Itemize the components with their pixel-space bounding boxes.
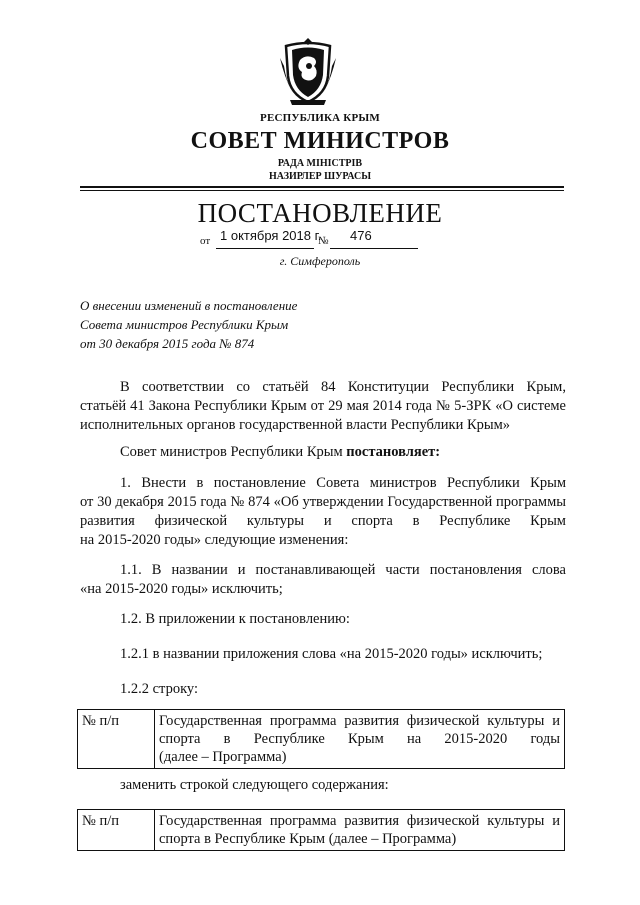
header-divider [80, 186, 564, 188]
resolves-text: Совет министров Республики Крым [120, 444, 347, 460]
item-1-1-paragraph: 1.1. В названии и постанавливающей части постановления слова «на 2015-2020 годы» исключить; [80, 562, 566, 597]
document-type: ПОСТАНОВЛЕНИЕ [197, 198, 443, 228]
title-line: от 30 декабря 2015 года № 874 [80, 336, 255, 351]
header-divider-thin [80, 190, 564, 191]
item-1-2-paragraph: 1.2. В приложении к постановлению: [120, 611, 350, 627]
title-line: Совета министров Республики Крым [80, 317, 289, 332]
item-1-2-2-paragraph: 1.2.2 строку: [120, 681, 199, 697]
table-row [78, 710, 565, 769]
document-title [80, 296, 297, 353]
item-1-paragraph: 1. Внести в постановление Совета министров Республики Крым от 30 декабря 2015 года № 874 «Об утверждении Государственной программы развития физической культуры и спорта в Республике Крым на 2015-2020 годы» следующие изменения: [80, 475, 566, 548]
number-prefix: № [318, 235, 329, 247]
city: г. Симферополь [279, 254, 361, 268]
document-number: 476 [350, 228, 372, 243]
document-date: 1 октября 2018 г. [220, 228, 322, 243]
date-prefix: от [200, 235, 211, 247]
item-1-2-1-paragraph: 1.2.1 в названии приложения слова «на 2015-2020 годы» исключить; [120, 646, 543, 662]
council-name-ukrainian: РАДА МІНІСТРІВ [277, 158, 363, 169]
row-number-cell: № п/п [78, 710, 155, 769]
program-name-cell: Государственная программа развития физической культуры и спорта в Республике Крым на 2015-2020 годы (далее – Программа) [155, 710, 565, 769]
council-name-crimean-tatar: НАЗИРЛЕР ШУРАСЫ [268, 171, 372, 182]
old-program-row-table [77, 709, 565, 769]
number-underline [330, 248, 418, 249]
title-line: О внесении изменений в постановление [80, 298, 298, 313]
table-row [78, 810, 565, 851]
row-number-cell: № п/п [78, 810, 155, 851]
resolves-paragraph [80, 443, 566, 462]
resolves-keyword: постановляет: [346, 444, 441, 460]
republic-name: РЕСПУБЛИКА КРЫМ [260, 112, 380, 124]
coat-of-arms-icon [278, 36, 338, 106]
preamble-paragraph: В соответствии со статьёй 84 Конституции Республики Крым, статьёй 41 Закона Республики Крым от 29 мая 2014 года № 5-ЗРК «О системе исполнительных органов государственной власти Республики Крым» [80, 379, 566, 433]
council-name: СОВЕТ МИНИСТРОВ [190, 128, 450, 154]
new-program-row-table [77, 809, 565, 851]
replace-with-paragraph: заменить строкой следующего содержания: [120, 777, 389, 793]
date-number-row [200, 229, 460, 251]
date-underline [216, 248, 314, 249]
program-name-cell: Государственная программа развития физической культуры и спорта в Республике Крым (далее – Программа) [155, 810, 565, 851]
